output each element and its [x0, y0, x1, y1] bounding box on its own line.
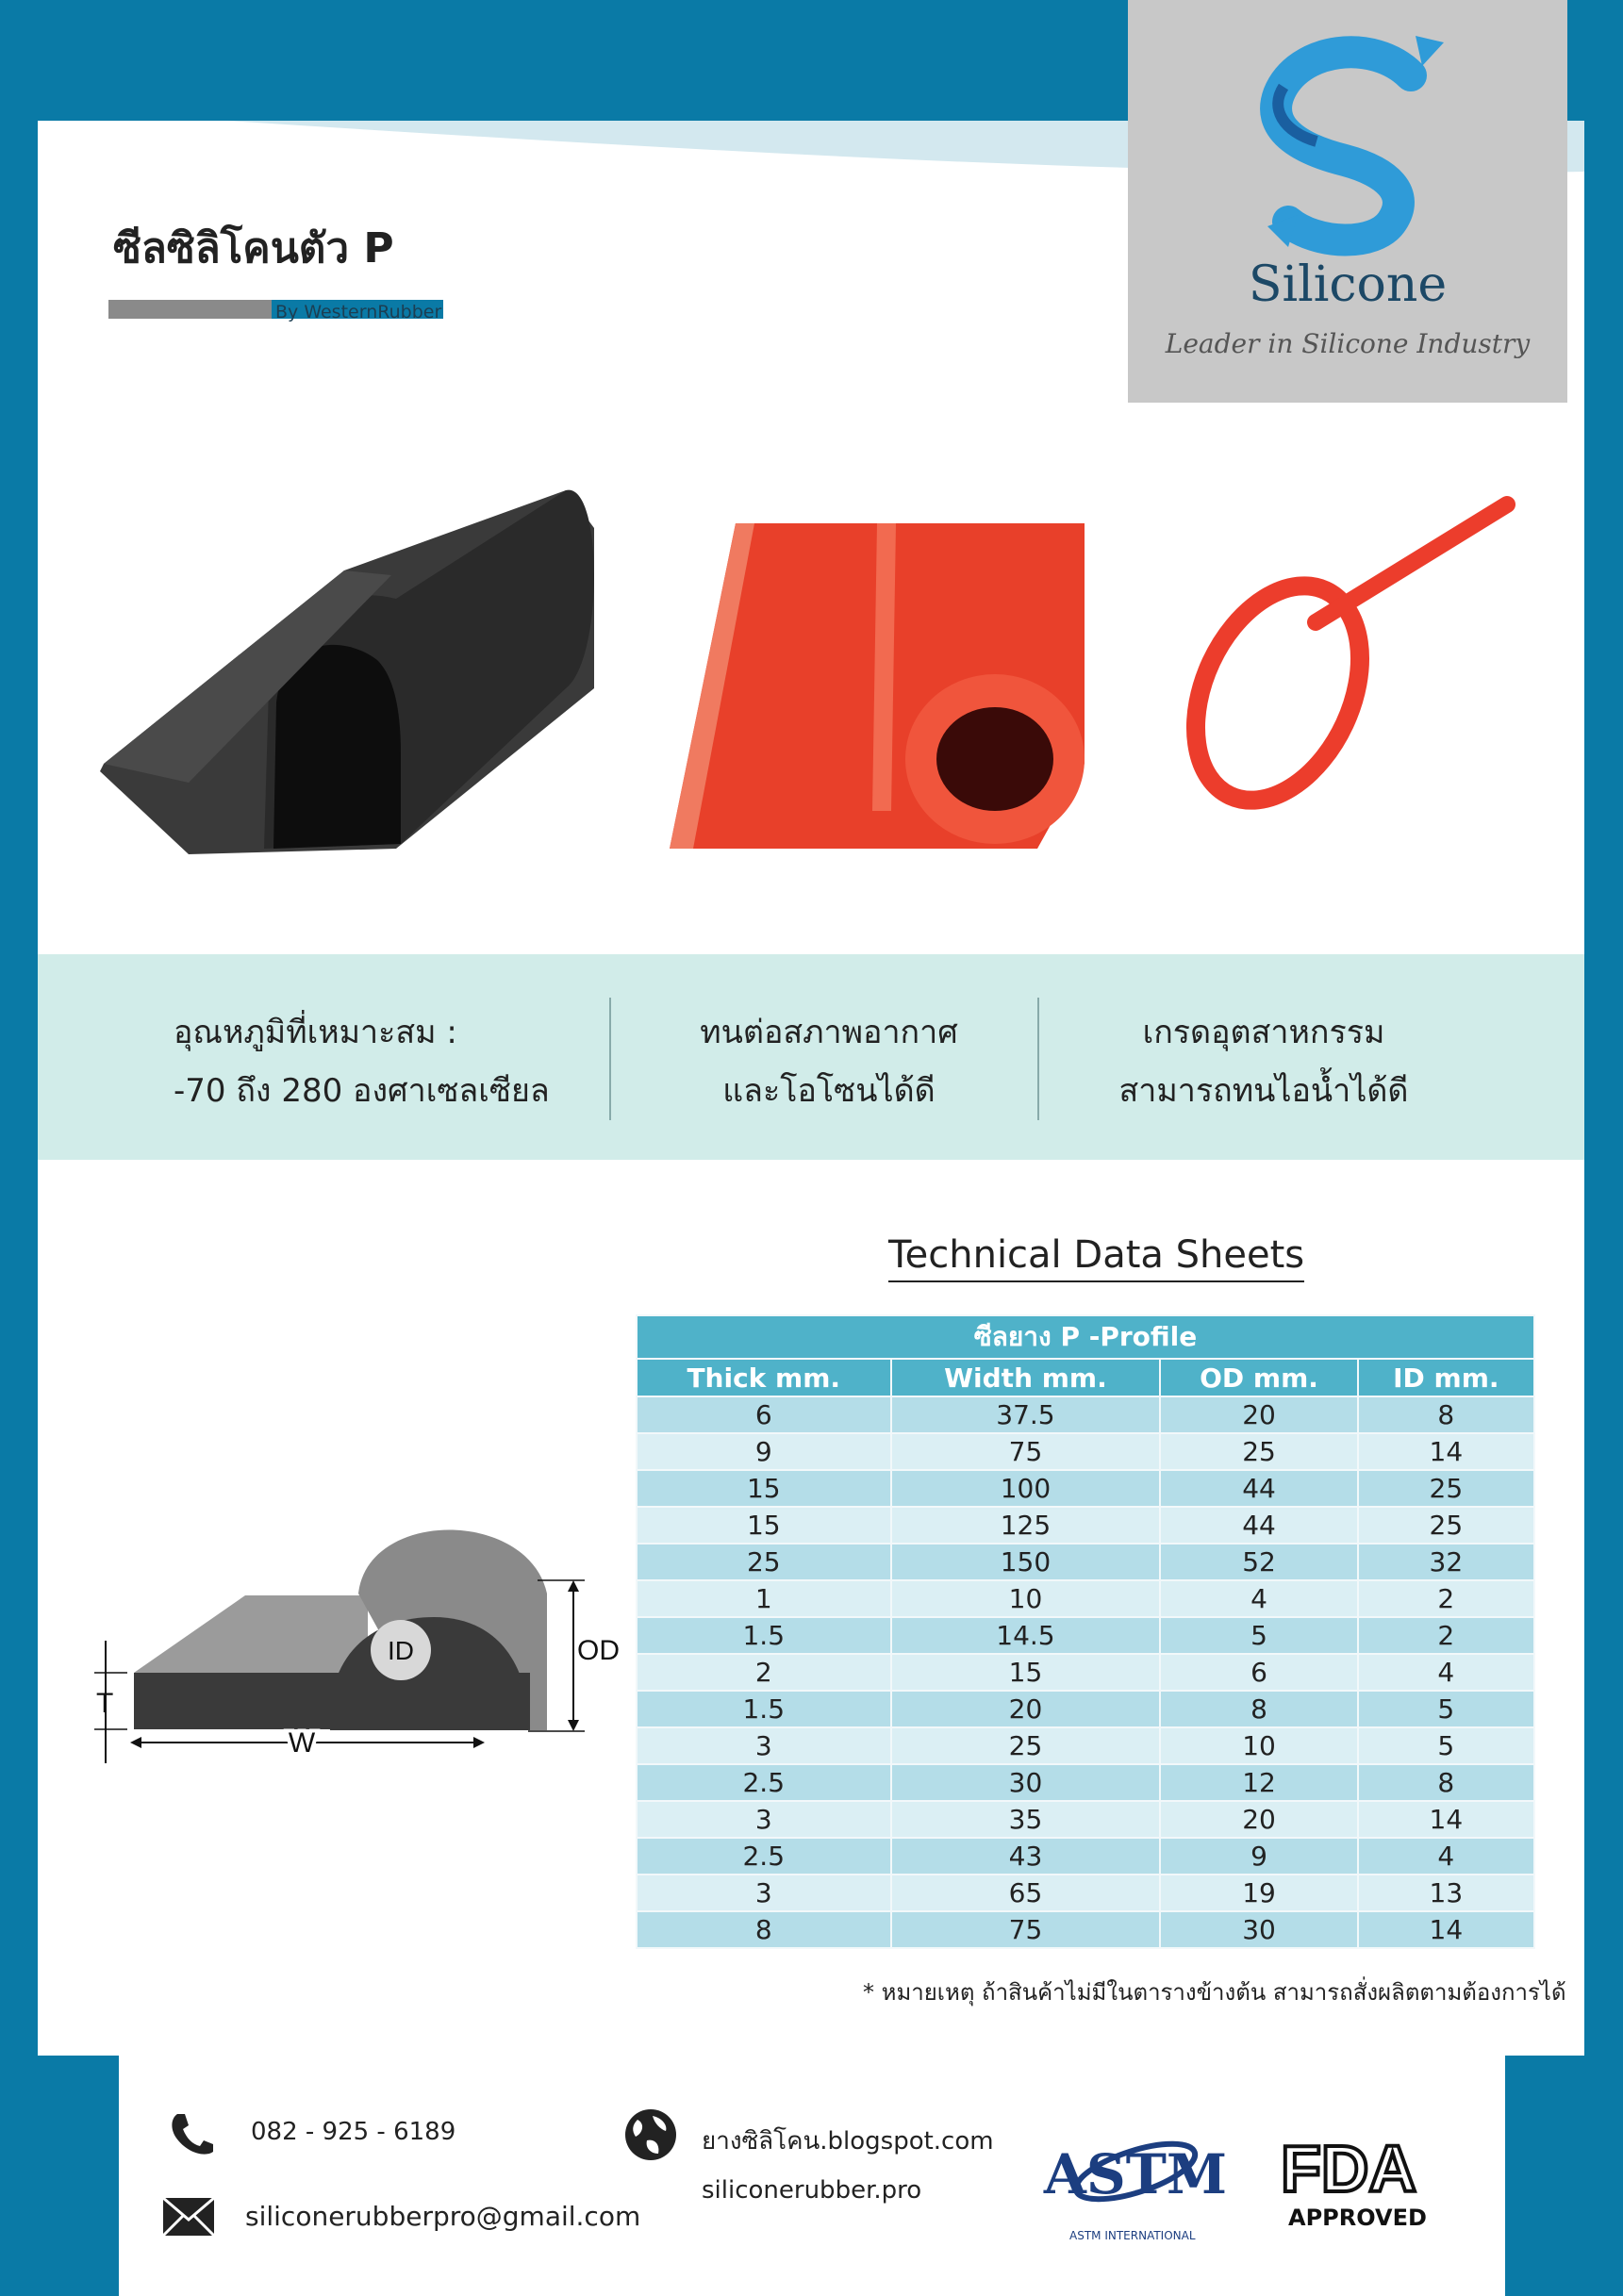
table-row [637, 1396, 1534, 1433]
table-cell: 35 [891, 1801, 1161, 1838]
astm-logo-text: ASTM [1043, 2142, 1228, 2206]
table-cell: 44 [1160, 1470, 1357, 1507]
product-photos [0, 471, 1623, 886]
table-row [637, 1691, 1534, 1727]
brand-logo [1128, 0, 1567, 403]
table-cell: 14.5 [891, 1617, 1161, 1654]
table-cell: 43 [891, 1838, 1161, 1875]
table-row [637, 1580, 1534, 1617]
diagram-label-id: ID [388, 1636, 414, 1665]
table-cell: 125 [891, 1507, 1161, 1544]
table-cell: 65 [891, 1875, 1161, 1911]
table-cell: 25 [637, 1544, 891, 1580]
fda-logo-text: FDA [1281, 2132, 1416, 2205]
table-cell: 5 [1358, 1727, 1534, 1764]
table-cell: 4 [1358, 1654, 1534, 1691]
technical-title: Technical Data Sheets [888, 1233, 1304, 1282]
table-cell: 52 [1160, 1544, 1357, 1580]
table-row [637, 1470, 1534, 1507]
table-row [637, 1433, 1534, 1470]
table-cell: 30 [1160, 1911, 1357, 1948]
table-cell: 9 [637, 1433, 891, 1470]
table-cell: 6 [637, 1396, 891, 1433]
website-blogspot[interactable]: ยางซิลิโคน.blogspot.com [702, 2127, 994, 2156]
table-cell: 2.5 [637, 1838, 891, 1875]
table-row [637, 1727, 1534, 1764]
table-cell: 4 [1358, 1838, 1534, 1875]
table-cell: 10 [1160, 1727, 1357, 1764]
fda-approved-label: APPROVED [1288, 2205, 1427, 2231]
table-cell: 14 [1358, 1801, 1534, 1838]
table-cell: 1.5 [637, 1691, 891, 1727]
table-cell: 25 [891, 1727, 1161, 1764]
table-row [637, 1617, 1534, 1654]
website-pro[interactable]: siliconerubber.pro [702, 2176, 922, 2205]
table-cell: 75 [891, 1433, 1161, 1470]
table-cell: 5 [1358, 1691, 1534, 1727]
contact-phone[interactable]: 082 - 925 - 6189 [251, 2118, 456, 2146]
table-note: * หมายเหตุ ถ้าสินค้าไม่มีในตารางข้างต้น สามารถสั่งผลิตตามต้องการได้ [863, 1979, 1566, 2006]
table-cell: 1 [637, 1580, 891, 1617]
table-cell: 15 [637, 1507, 891, 1544]
table-cell: 19 [1160, 1875, 1357, 1911]
table-cell: 9 [1160, 1838, 1357, 1875]
feature-industrial: เกรดอุตสาหกรรม สามารถทนไอน้ำได้ดี [1118, 1014, 1409, 1110]
p-profile-diagram [85, 1490, 620, 1773]
table-cell: 12 [1160, 1764, 1357, 1801]
table-cell: 20 [891, 1691, 1161, 1727]
astm-subtitle: ASTM INTERNATIONAL [1069, 2229, 1196, 2242]
byline: By WesternRubber [275, 302, 442, 322]
feature-weather: ทนต่อสภาพอากาศ และโอโซนได้ดี [700, 1014, 958, 1110]
table-cell: 32 [1358, 1544, 1534, 1580]
table-row [637, 1838, 1534, 1875]
table-cell: 8 [1358, 1396, 1534, 1433]
table-cell: 20 [1160, 1396, 1357, 1433]
table-row [637, 1764, 1534, 1801]
table-cell: 30 [891, 1764, 1161, 1801]
contact-email[interactable]: siliconerubberpro@gmail.com [245, 2201, 641, 2232]
column-header: Thick mm. [637, 1359, 891, 1396]
table-cell: 3 [637, 1801, 891, 1838]
table-cell: 13 [1358, 1875, 1534, 1911]
table-cell: 8 [637, 1911, 891, 1948]
feature-divider [609, 998, 611, 1120]
silicone-swirl-icon [1128, 0, 1567, 255]
table-cell: 2 [1358, 1580, 1534, 1617]
column-header: OD mm. [1160, 1359, 1357, 1396]
column-header: ID mm. [1358, 1359, 1534, 1396]
table-cell: 3 [637, 1875, 891, 1911]
globe-icon [624, 2108, 677, 2161]
table-cell: 5 [1160, 1617, 1357, 1654]
table-cell: 100 [891, 1470, 1161, 1507]
table-cell: 15 [637, 1470, 891, 1507]
table-cell: 75 [891, 1911, 1161, 1948]
table-cell: 14 [1358, 1433, 1534, 1470]
spec-table [636, 1314, 1535, 1949]
red-p-seal-photo [670, 523, 1085, 849]
feature-divider [1037, 998, 1039, 1120]
logo-wordmark: Silicone [1248, 256, 1448, 313]
fda-logo-icon [1277, 2132, 1420, 2205]
phone-icon [168, 2110, 215, 2157]
table-cell: 37.5 [891, 1396, 1161, 1433]
table-row [637, 1911, 1534, 1948]
astm-logo-icon [1043, 2120, 1228, 2231]
table-row [637, 1801, 1534, 1838]
table-cell: 2 [637, 1654, 891, 1691]
table-cell: 3 [637, 1727, 891, 1764]
table-cell: 2 [1358, 1617, 1534, 1654]
table-row [637, 1544, 1534, 1580]
diagram-label-od: OD [577, 1635, 620, 1666]
table-cell: 14 [1358, 1911, 1534, 1948]
table-cell: 25 [1358, 1507, 1534, 1544]
email-icon [162, 2197, 215, 2237]
table-cell: 6 [1160, 1654, 1357, 1691]
table-row [637, 1507, 1534, 1544]
feature-temperature: อุณหภูมิที่เหมาะสม : -70 ถึง 280 องศาเซลเซียล [174, 1014, 550, 1110]
diagram-label-w: W [288, 1727, 316, 1759]
table-caption: ซีลยาง P -Profile [637, 1315, 1534, 1359]
column-header: Width mm. [891, 1359, 1161, 1396]
table-row [637, 1875, 1534, 1911]
table-cell: 44 [1160, 1507, 1357, 1544]
table-cell: 8 [1358, 1764, 1534, 1801]
table-cell: 8 [1160, 1691, 1357, 1727]
table-cell: 20 [1160, 1801, 1357, 1838]
logo-tagline: Leader in Silicone Industry [1165, 328, 1531, 359]
table-cell: 4 [1160, 1580, 1357, 1617]
diagram-label-t: T [96, 1688, 114, 1719]
feature-band [38, 954, 1584, 1160]
table-cell: 2.5 [637, 1764, 891, 1801]
page-title: ซีลซิลิโคนตัว P [113, 224, 394, 273]
table-cell: 25 [1358, 1470, 1534, 1507]
table-cell: 15 [891, 1654, 1161, 1691]
table-cell: 25 [1160, 1433, 1357, 1470]
table-row [637, 1654, 1534, 1691]
table-cell: 150 [891, 1544, 1161, 1580]
table-cell: 10 [891, 1580, 1161, 1617]
black-p-seal-photo [100, 490, 594, 854]
table-cell: 1.5 [637, 1617, 891, 1654]
red-loop-seal-photo [1164, 504, 1507, 827]
